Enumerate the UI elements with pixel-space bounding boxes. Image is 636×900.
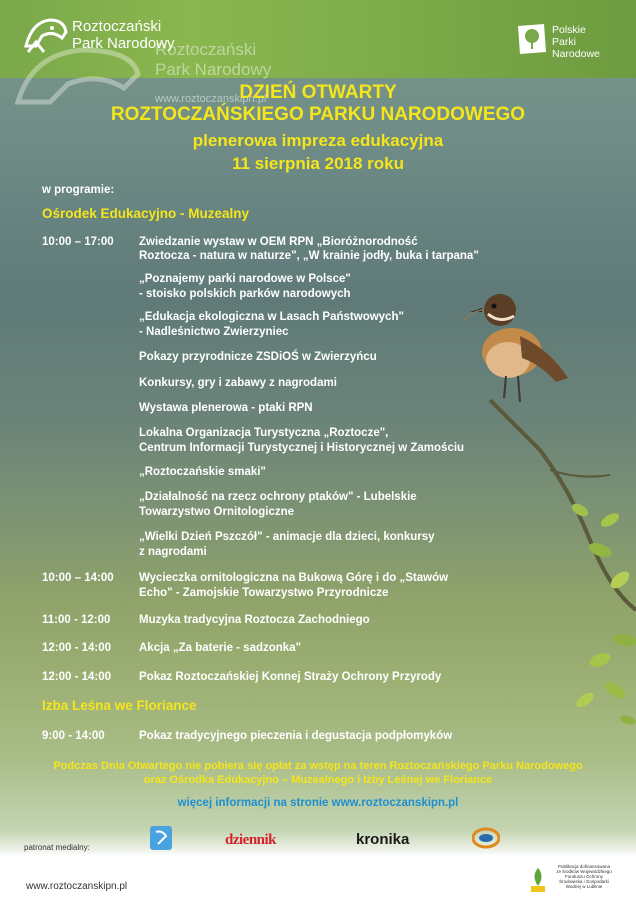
radio-logo-icon [472,827,500,849]
section-heading-izba: Izba Leśna we Floriance [42,698,197,713]
item-line: Wycieczka ornitologiczna na Bukową Górę i do „Stawów [139,572,449,584]
notice [0,759,636,787]
item-time: 12:00 - 14:00 [42,671,112,683]
ppn-line1: Polskie [552,24,586,36]
kronika-logo: kronika [356,831,410,848]
title-line1: DZIEŃ OTWARTY [239,82,397,103]
watermark-line1: Roztoczański [155,40,257,59]
item-line: Konkursy, gry i zabawy z nagrodami [139,377,337,389]
item-line: Wystawa plenerowa - ptaki RPN [139,402,313,414]
section-heading-oem: Ośrodek Edukacyjno - Muzealny [42,206,250,221]
item-line: Echo" - Zamojskie Towarzystwo Przyrodnicze [139,587,389,599]
item-line: Roztocza - natura w naturze", „W krainie jodły, buka i tarpana" [139,250,479,262]
media-logo-1-icon [150,826,172,850]
title-line2: ROZTOCZAŃSKIEGO PARKU NARODOWEGO [110,104,526,125]
item-time: 11:00 - 12:00 [42,614,111,626]
ppn-text [552,24,600,60]
item-line: „Poznajemy parki narodowe w Polsce" [139,273,351,285]
item-time: 12:00 - 14:00 [42,642,112,654]
item-line: Muzyka tradycyjna Roztocza Zachodniego [139,614,370,626]
program-intro: w programie: [42,184,115,196]
bird-illustration [460,280,636,740]
patronat-label: patronat medialny: [24,843,90,852]
item-line: „Roztoczańskie smaki" [139,466,266,478]
item-time: 10:00 – 14:00 [42,572,114,584]
item-line: z nagrodami [139,546,207,558]
ppn-line3: Narodowe [552,48,600,60]
notice-line1: Podczas Dnia Otwartego nie pobiera się opłat za wstęp na teren Roztoczańskiego Parku Narodowego [53,760,583,772]
wfos-logo-icon [527,866,549,894]
more-info-link[interactable]: więcej informacji na stronie www.roztoczanskipn.pl [177,797,459,809]
item-line: Akcja „Za baterie - sadzonka" [139,642,302,654]
item-line: Pokaz Roztoczańskiej Konnej Straży Ochrony Przyrody [139,671,442,683]
item-line: Zwiedzanie wystaw w OEM RPN „Bioróżnorodność [139,236,418,248]
notice-line2: oraz Ośrodka Edukacyjno – Muzealnego i Izby Leśnej we Floriance [143,774,493,786]
footer-url[interactable]: www.roztoczanskipn.pl [26,881,128,892]
watermark-text [155,40,271,80]
item-line: Towarzystwo Ornitologiczne [139,506,295,518]
item-line: Pokazy przyrodnicze ZSDiOŚ w Zwierzyńcu [139,351,377,363]
event-date: 11 sierpnia 2018 roku [232,154,404,173]
ppn-line2: Parki [552,36,576,48]
dziennik-logo: dziennik [225,832,277,848]
watermark-line2: Park Narodowy [155,60,272,79]
item-line: „Działalność na rzecz ochrony ptaków" - Lubelskie [139,491,417,503]
item-time: 10:00 – 17:00 [42,236,114,248]
logo-text-line1: Roztoczański [72,18,162,35]
ppn-logo-icon [516,22,548,56]
subtitle: plenerowa impreza edukacyjna [192,131,444,150]
item-time: 9:00 - 14:00 [42,730,105,742]
fund-text: Publikacja dofinansowana ze środków Wojewódzkiego Funduszu Ochrony Środowiska i Gospodarki Wodnej w Lublinie [556,864,612,889]
item-line: „Wielki Dzień Pszczół" - animacje dla dzieci, konkursy [139,531,435,543]
logo-text-line2: Park Narodowy [72,35,175,52]
item-line: Centrum Informacji Turystycznej i Historycznej w Zamościu [139,442,465,454]
item-line: Lokalna Organizacja Turystyczna „Roztocze", [139,427,389,439]
item-line: - Nadleśnictwo Zwierzyniec [139,326,289,338]
item-line: „Edukacja ekologiczna w Lasach Państwowych" [139,311,404,323]
item-line: - stoisko polskich parków narodowych [139,288,351,300]
watermark-url: www.roztoczanskipn.pl [155,93,267,105]
item-line: Pokaz tradycyjnego pieczenia i degustacja podpłomyków [139,730,453,742]
